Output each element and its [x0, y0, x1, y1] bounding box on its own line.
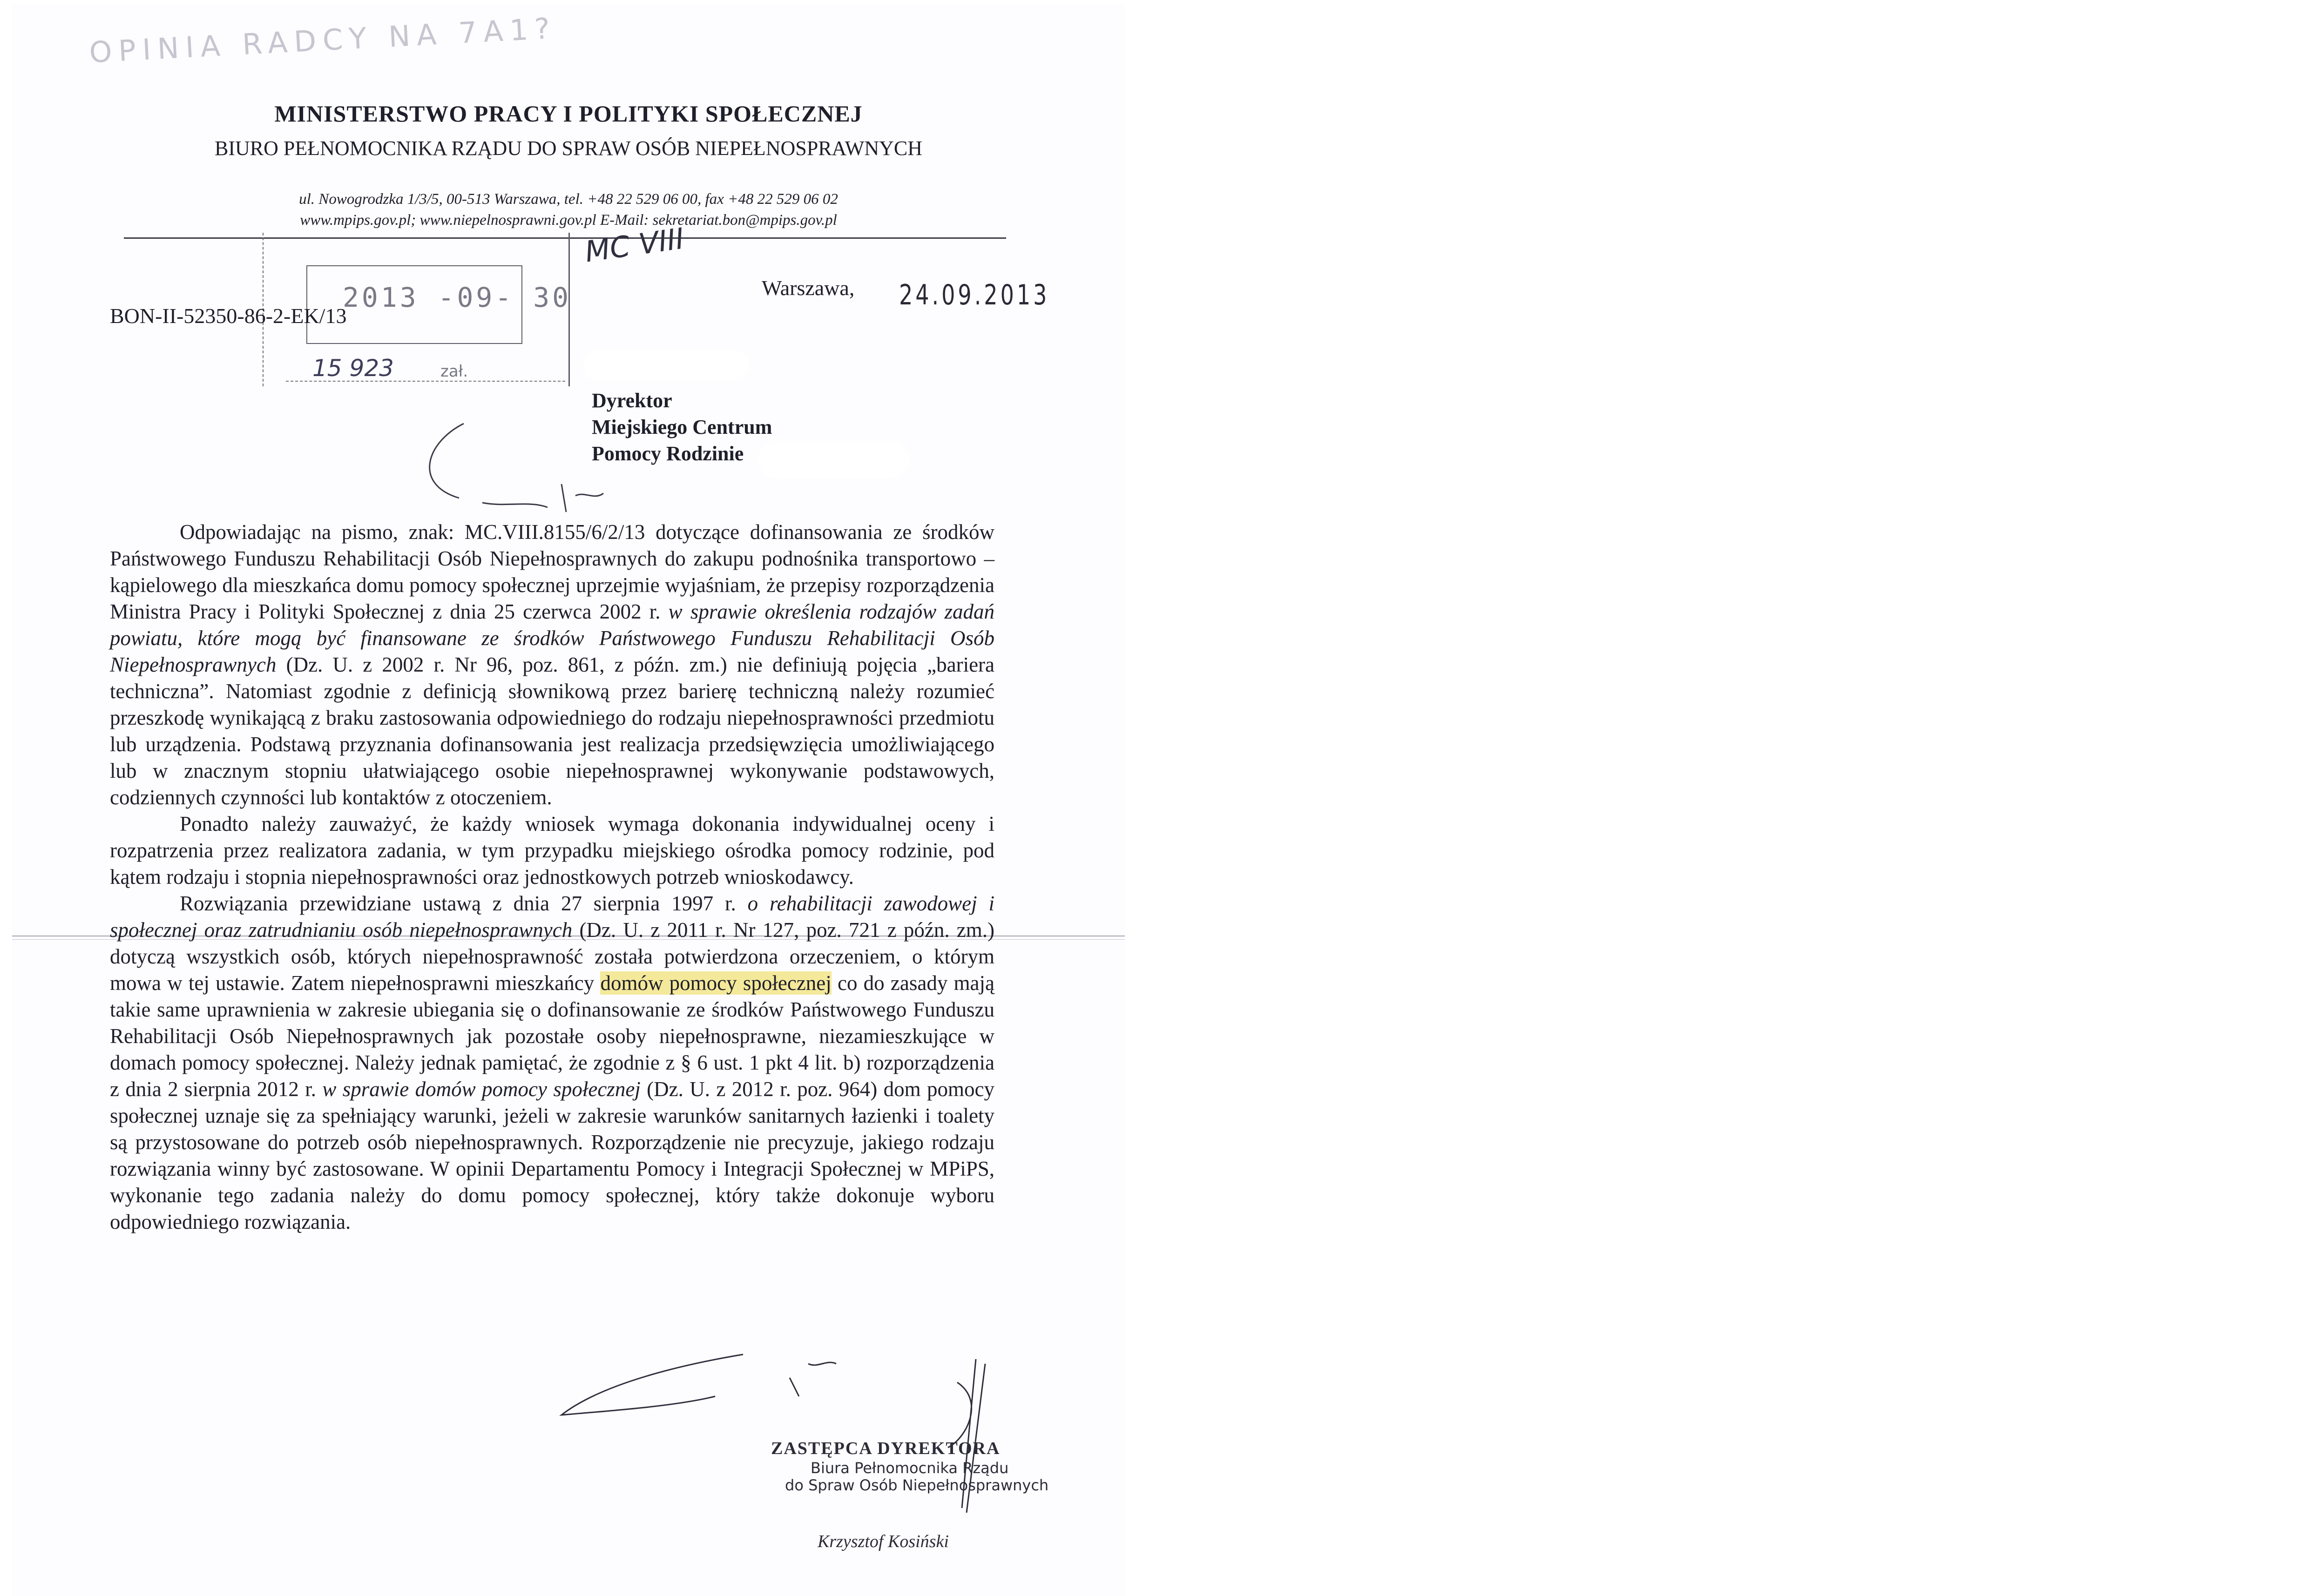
- highlighted-phrase: domów pomocy społecznej: [600, 971, 832, 995]
- stamp-number: 15 923: [312, 355, 394, 382]
- addressee-line-2: Miejskiego Centrum: [592, 416, 772, 438]
- handwritten-scribble: [408, 414, 650, 535]
- contact-web: www.mpips.gov.pl; www.niepelnosprawni.gov.pl E-Mail: sekretariat.bon@mpips.gov.pl: [300, 212, 837, 229]
- stamp-underline: [286, 381, 565, 383]
- paragraph-3: [110, 890, 994, 1235]
- letter-body: [110, 519, 994, 1235]
- paragraph-1-regulation-title: w sprawie określenia rodzajów zadań powiatu, które mogą być finansowane ze środków Państwowego Funduszu Rehabilitacji Osób Niepełnosprawnych: [110, 600, 994, 676]
- bureau-heading: BIURO PEŁNOMOCNIKA RZĄDU DO SPRAW OSÓB NIEPEŁNOSPRAWNYCH: [214, 137, 923, 160]
- redaction-mark: [757, 440, 911, 479]
- scanned-letter: [12, 5, 1125, 1596]
- paragraph-3-part-3: co do zasady mają takie same uprawnienia w zakresie ubiegania się o dofinansowanie ze środków Państwowego Funduszu Rehabilitacji Osób Niepełnosprawnych jak pozostałe osoby niepełnosprawne, niezamieszkujące w domach pomocy społecznej. Należy jednak pamiętać, że zgodnie z § 6 ust. 1 pkt 4 lit. b) rozporządzenia z dnia 2 sierpnia 2012 r.: [110, 971, 995, 1101]
- signatory-office-1: Biura Pełnomocnika Rządu: [811, 1459, 1009, 1477]
- addressee-line-1: Dyrektor: [592, 389, 672, 412]
- addressee-line-3: Pomocy Rodzinie: [592, 442, 744, 465]
- paragraph-3-act-title: o rehabilitacji zawodowej i społecznej oraz zatrudnianiu osób niepełnosprawnych: [110, 892, 994, 942]
- paragraph-3-part-1: Rozwiązania przewidziane ustawą z dnia 27 sierpnia 1997 r.: [180, 892, 748, 915]
- handwritten-reference: MC VIII: [582, 221, 686, 269]
- paragraph-3-part-4: (Dz. U. z 2012 r. poz. 964) dom pomocy społecznej uznaje się za spełniający warunki, jeżeli w zakresie warunków sanitarnych łazienki i toalety są przystosowane do potrzeb osób niepełnosprawnych. Rozporządzenie nie precyzuje, jakiego rodzaju rozwiązania winny być zastosowane. W opinii Departamentu Pomocy i Integracji Społecznej w MPiPS, wykonanie tego zadania należy do domu pomocy społecznej, który także dokonuje wyboru odpowiedniego rozwiązania.: [110, 1077, 994, 1233]
- paragraph-1-text: Odpowiadając na pismo, znak: MC.VIII.8155/6/2/13 dotyczące dofinansowania ze środków Państwowego Funduszu Rehabilitacji Osób Niepełnosprawnych do zakupu podnośnika transportowo – kąpielowego dla mieszkańca domu pomocy społecznej uprzejmie wyjaśniam, że przepisy rozporządzenia Ministra Pracy i Polityki Społecznej z dnia 25 czerwca 2002 r. w sprawie określenia rodzajów zadań powiatu, które mogą być finansowane ze środków Państwowego Funduszu Rehabilitacji Osób Niepełnosprawnych (Dz. U. z 2002 r. Nr 96, poz. 861, z późn. zm.) nie definiują pojęcia „bariera techniczna”. Natomiast zgodnie z definicją słownikową przez barierę techniczną należy rozumieć przeszkodę wynikającą z braku zastosowania odpowiedniego do rodzaju niepełnosprawności przedmiotu lub urządzenia. Podstawą przyznania dofinansowania jest realizacja przedsięwzięcia umożliwiającego lub w znacznym stopniu ułatwiającego osobie niepełnosprawnej wykonywanie podstawowych, codziennych czynności lub kontaktów z otoczeniem.: [110, 520, 994, 809]
- paragraph-3-regulation-title: w sprawie domów pomocy społecznej: [322, 1077, 641, 1101]
- stamp-attachments: zał.: [440, 362, 468, 381]
- signatory-office-2: do Spraw Osób Niepełnosprawnych: [785, 1476, 1049, 1494]
- signatory-title: ZASTĘPCA DYREKTORA: [771, 1439, 1001, 1458]
- contact-address: ul. Nowogrodzka 1/3/5, 00-513 Warszawa, tel. +48 22 529 06 00, fax +48 22 529 06 02: [299, 191, 838, 208]
- paragraph-1: [110, 519, 994, 811]
- pencil-note: OPINIA RADCY NA 7A1?: [88, 11, 557, 70]
- case-number: BON-II-52350-86-2-EK/13: [110, 304, 347, 328]
- paragraph-3-part-2: (Dz. U. z 2011 r. Nr 127, poz. 721 z późn. zm.) dotyczą wszystkich osób, których niepełnosprawność została potwierdzona orzeczeniem, o którym mowa w tej ustawie. Zatem niepełnosprawni mieszkańcy: [110, 918, 994, 995]
- signatory-name: Krzysztof Kosiński: [818, 1532, 949, 1551]
- paragraph-2-text: Ponadto należy zauważyć, że każdy wniosek wymaga dokonania indywidualnej oceny i rozpatrzenia przez realizatora zadania, w tym przypadku miejskiego ośrodka pomocy rodzinie, pod kątem rodzaju i stopnia niepełnosprawności oraz jednostkowych potrzeb wnioskodawcy.: [110, 812, 994, 889]
- place: Warszawa,: [762, 276, 855, 300]
- letter-date: 24.09.2013: [899, 278, 1050, 311]
- paragraph-2: [110, 811, 994, 890]
- redaction-mark: [582, 349, 750, 382]
- stamp-date: 2013 -09- 30: [343, 282, 572, 313]
- ministry-heading: MINISTERSTWO PRACY I POLITYKI SPOŁECZNEJ: [274, 101, 863, 127]
